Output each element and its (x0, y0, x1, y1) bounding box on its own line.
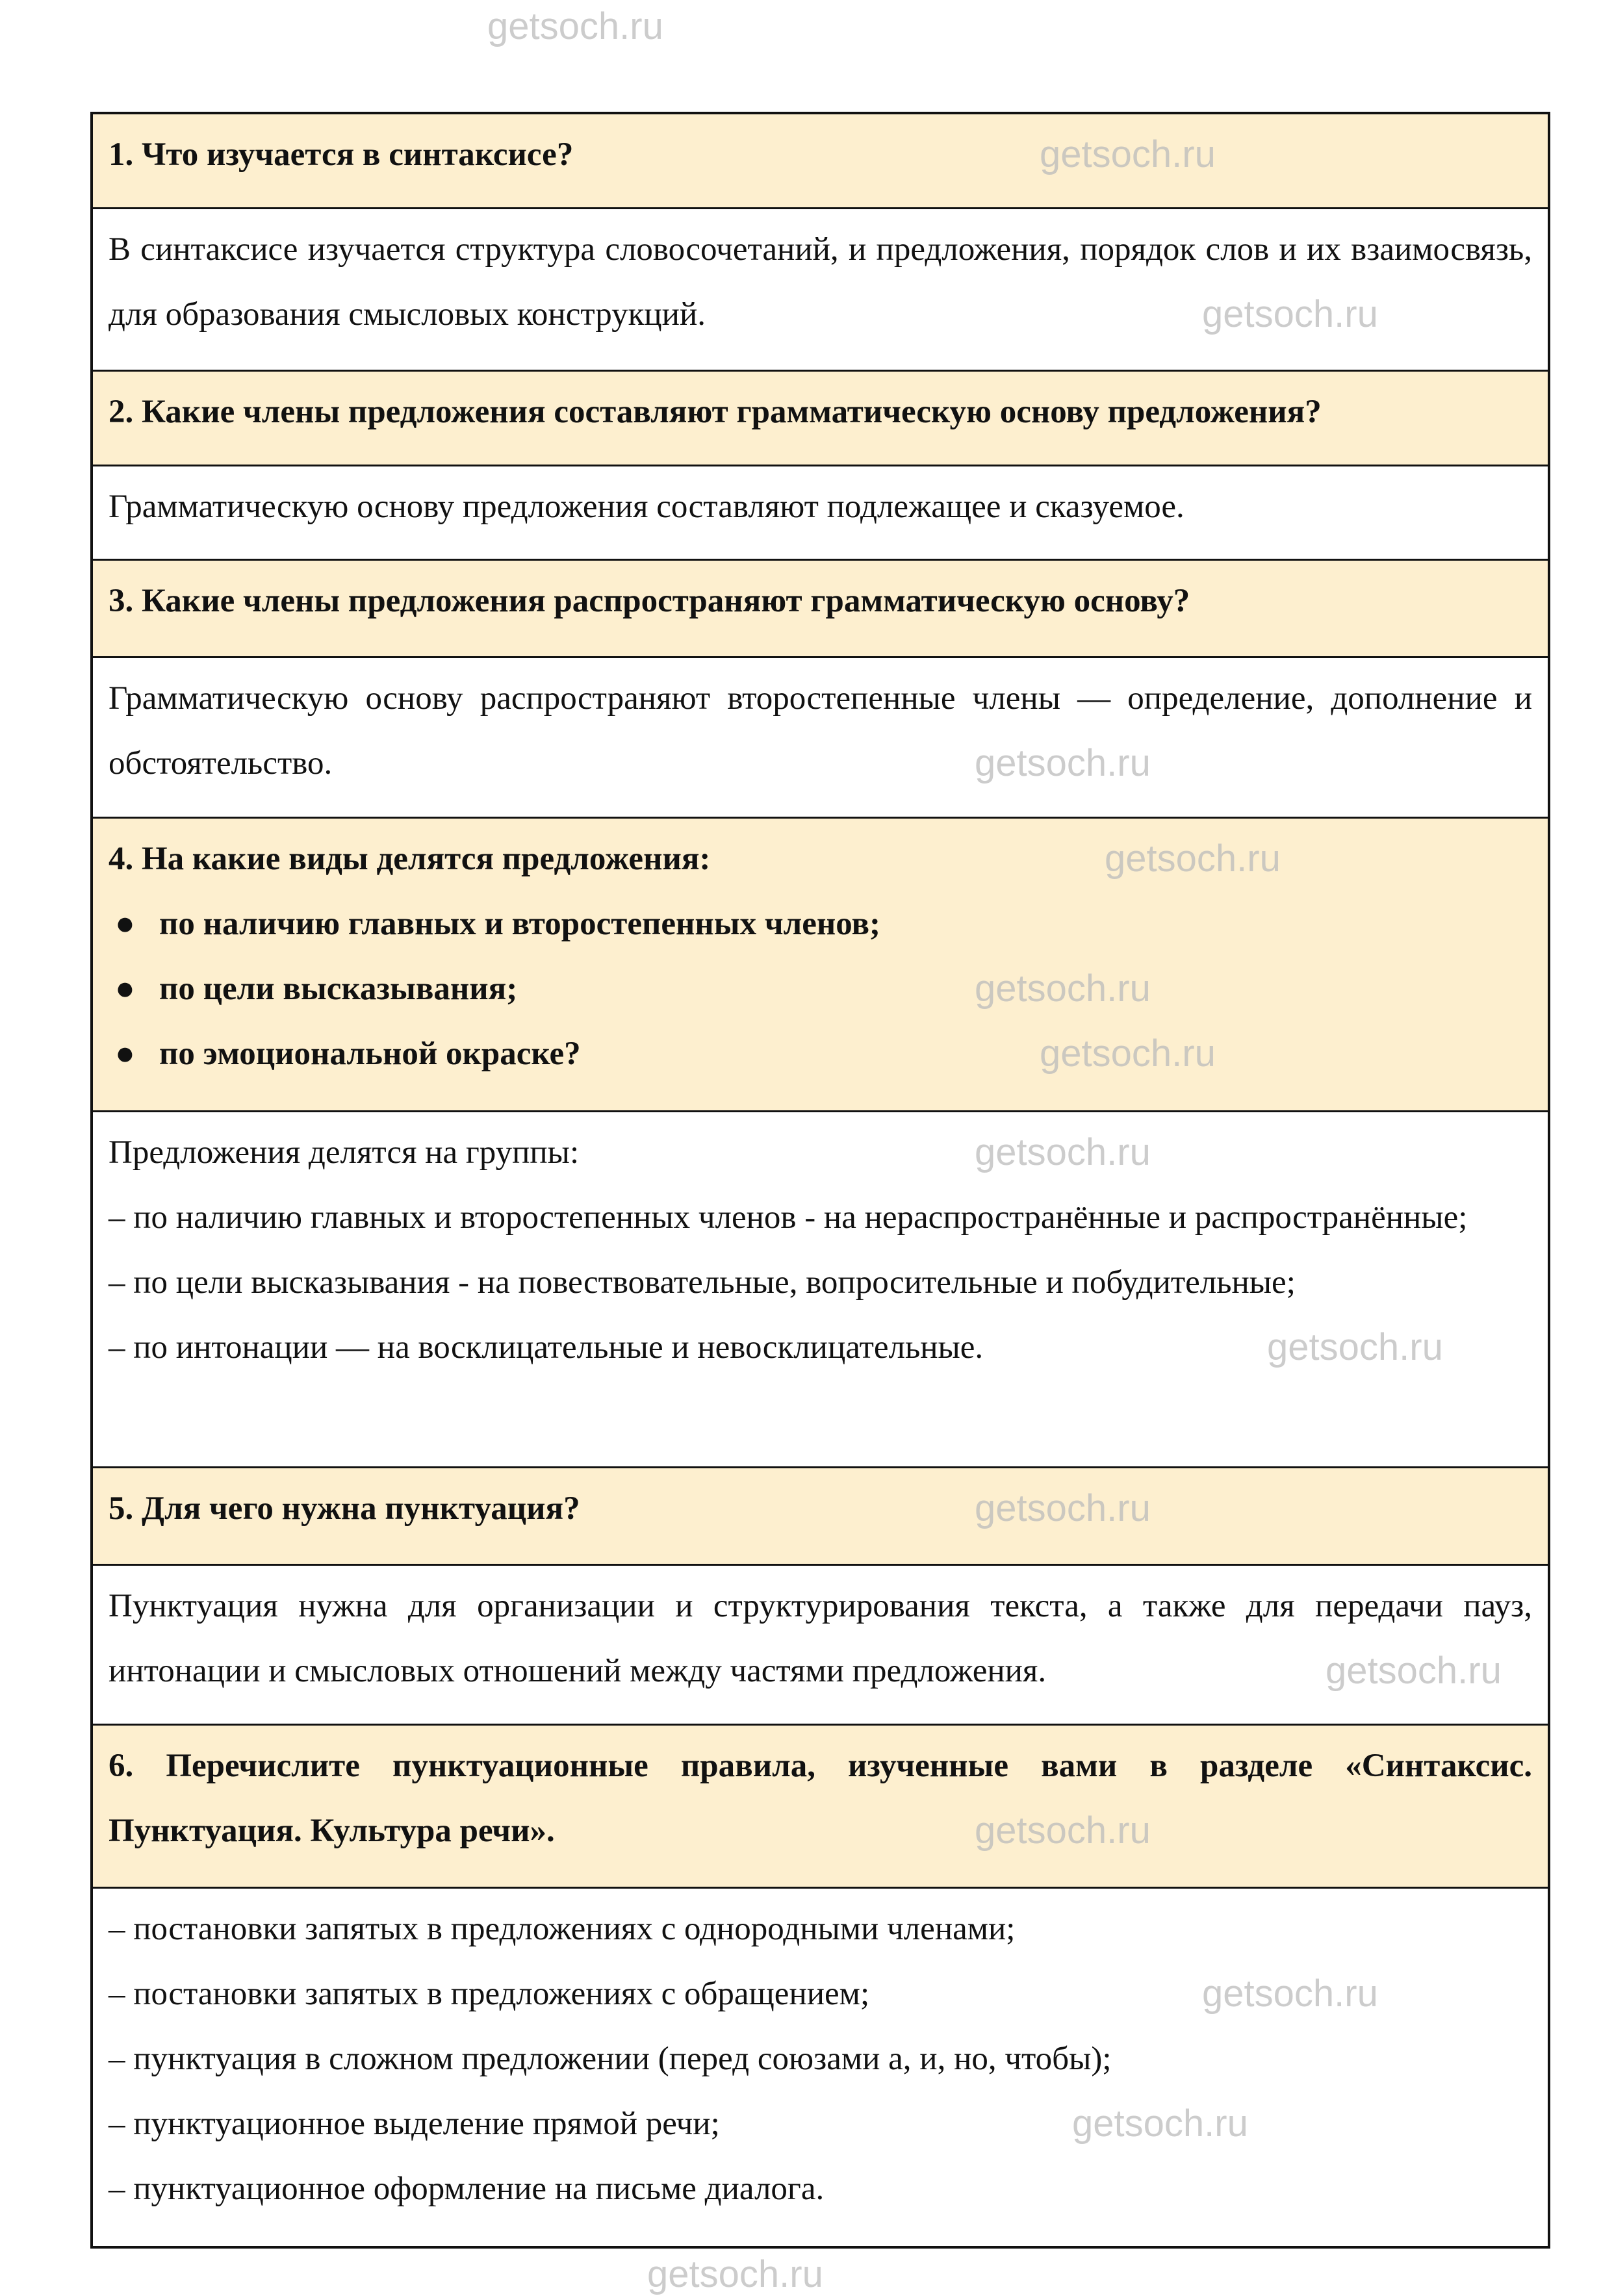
answer-3: Грамматическую основу распространяют второстепенные члены — определение, дополнение и обстоятельство. (93, 658, 1548, 819)
question-4 (93, 819, 1548, 1112)
watermark: getsoch.ru (975, 1487, 1151, 1529)
watermark: getsoch.ru (975, 967, 1151, 1010)
bullet-text: по эмоциональной окраске? (159, 1036, 581, 1072)
answer-line: – по интонации — на восклицательные и невосклицательные. (109, 1329, 984, 1366)
answer-line: – по наличию главных и второстепенных членов - на нераспространённые и распространённые; (109, 1199, 1468, 1236)
watermark: getsoch.ru (1326, 1650, 1502, 1692)
answer-6 (93, 1889, 1548, 2246)
watermark: getsoch.ru (1040, 1032, 1216, 1075)
watermark: getsoch.ru (1202, 1972, 1378, 2015)
answer-line: – постановки запятых в предложениях с обращением; (109, 1976, 870, 2012)
qa-table (90, 112, 1550, 2249)
answer-1: В синтаксисе изучается структура словосочетаний, и предложения, порядок слов и их взаимосвязь, для образования смысловых конструкций. (93, 209, 1548, 372)
answer-line: – пунктуационное выделение прямой речи; (109, 2106, 720, 2142)
question-4-title: 4. На какие виды делятся предложения: (109, 841, 711, 877)
watermark: getsoch.ru (1072, 2102, 1248, 2145)
bullet-text: по цели высказывания; (159, 971, 518, 1007)
question-6: 6. Перечислите пунктуационные правила, изученные вами в разделе «Синтаксис. Пунктуация. Культура речи». (93, 1726, 1548, 1889)
question-5: 5. Для чего нужна пунктуация? (93, 1468, 1548, 1566)
answer-line: Предложения делятся на группы: (109, 1134, 580, 1171)
question-3: 3. Какие члены предложения распространяют грамматическую основу? (93, 561, 1548, 658)
bullet-item (109, 956, 1532, 1021)
answer-2: Грамматическую основу предложения составляют подлежащее и сказуемое. (93, 466, 1548, 561)
watermark: getsoch.ru (975, 742, 1151, 784)
question-1: 1. Что изучается в синтаксисе? (93, 114, 1548, 209)
answer-line: – по цели высказывания - на повествовательные, вопросительные и побудительные; (109, 1264, 1296, 1301)
watermark: getsoch.ru (1267, 1326, 1443, 1368)
bullet-text: по наличию главных и второстепенных членов; (159, 906, 880, 942)
watermark: getsoch.ru (487, 5, 663, 47)
watermark: getsoch.ru (975, 1809, 1151, 1852)
bullet-icon: ● (115, 971, 135, 1007)
watermark: getsoch.ru (975, 1131, 1151, 1173)
answer-line: – постановки запятых в предложениях с однородными членами; (109, 1911, 1016, 1947)
bullet-icon: ● (115, 1036, 135, 1072)
bullet-item (109, 1021, 1532, 1086)
watermark: getsoch.ru (1202, 293, 1378, 335)
bullet-item (109, 891, 1532, 956)
watermark: getsoch.ru (1040, 133, 1216, 175)
question-2: 2. Какие члены предложения составляют грамматическую основу предложения? (93, 372, 1548, 466)
answer-line: – пунктуация в сложном предложении (перед союзами а, и, но, чтобы); (109, 2041, 1112, 2077)
watermark: getsoch.ru (647, 2253, 823, 2295)
answer-4 (93, 1112, 1548, 1468)
bullet-icon: ● (115, 906, 135, 942)
watermark: getsoch.ru (1105, 837, 1281, 880)
answer-line: – пунктуационное оформление на письме диалога. (109, 2171, 825, 2207)
answer-5: Пунктуация нужна для организации и структурирования текста, а также для передачи пауз, интонации и смысловых отношений между частями предложения. (93, 1566, 1548, 1726)
